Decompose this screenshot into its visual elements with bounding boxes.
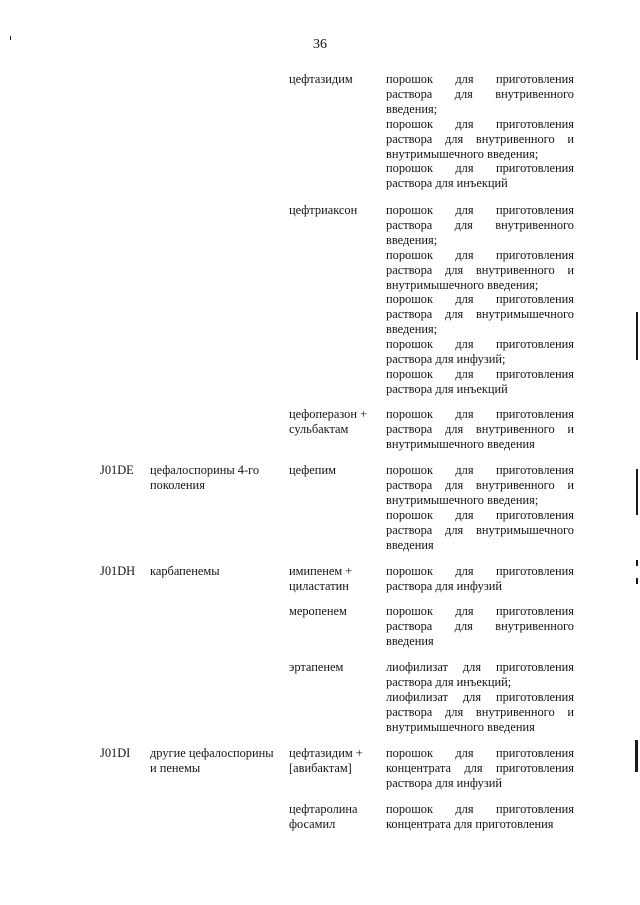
dosage-form: порошок для приготовления раствора для инфузий xyxy=(386,564,574,593)
dosage-form: порошок для приготовления раствора для внутривенного введения; xyxy=(386,203,574,247)
margin-mark xyxy=(636,469,638,515)
dosage-forms xyxy=(386,463,574,552)
dosage-forms xyxy=(386,203,574,397)
drug-name: цефтаролина фосамил xyxy=(289,802,358,831)
dosage-form: порошок для приготовления раствора для инъекций xyxy=(386,161,574,191)
atc-group: другие цефалоспорины и пенемы xyxy=(150,746,274,775)
margin-mark xyxy=(636,560,638,566)
drug-name: меропенем xyxy=(289,604,347,618)
dosage-form: порошок для приготовления раствора для внутривенного введения xyxy=(386,604,574,648)
page-number: 36 xyxy=(313,37,327,52)
dosage-form: порошок для приготовления концентрата для приготовления раствора для инфузий xyxy=(386,746,574,790)
dosage-form: порошок для приготовления концентрата для приготовления xyxy=(386,802,574,831)
atc-code: J01DE xyxy=(100,463,134,477)
dosage-forms xyxy=(386,72,574,191)
drug-name: цефоперазон + сульбактам xyxy=(289,407,368,436)
dosage-forms xyxy=(386,660,574,735)
atc-group: карбапенемы xyxy=(150,564,220,578)
dosage-forms xyxy=(386,746,574,791)
drug-name: имипенем + циластатин xyxy=(289,564,353,593)
atc-group: цефалоспорины 4-го поколения xyxy=(150,463,260,492)
dosage-forms xyxy=(386,802,574,832)
drug-name: цефтазидим xyxy=(289,72,353,86)
margin-mark xyxy=(636,312,638,360)
margin-mark xyxy=(636,578,638,584)
dosage-form: порошок для приготовления раствора для внутривенного введения; xyxy=(386,72,574,116)
dosage-form: порошок для приготовления раствора для инфузий; xyxy=(386,337,574,367)
dosage-form: порошок для приготовления раствора для внутримышечного введения xyxy=(386,507,574,552)
dosage-form: лиофилизат для приготовления раствора для внутривенного и внутримышечного введения xyxy=(386,689,574,734)
dosage-form: порошок для приготовления раствора для внутримышечного введения; xyxy=(386,292,574,337)
drug-name: цефтазидим + [авибактам] xyxy=(289,746,363,775)
atc-code: J01DI xyxy=(100,746,131,760)
drug-name: цефтриаксон xyxy=(289,203,358,217)
dosage-form: порошок для приготовления раствора для внутривенного и внутримышечного введения xyxy=(386,407,574,451)
dosage-forms xyxy=(386,564,574,594)
margin-mark xyxy=(635,740,638,772)
dosage-forms xyxy=(386,407,574,452)
drug-name: эртапенем xyxy=(289,660,344,674)
dosage-form: порошок для приготовления раствора для инъекций xyxy=(386,366,574,396)
dosage-form: лиофилизат для приготовления раствора для инъекций; xyxy=(386,660,574,689)
atc-code: J01DH xyxy=(100,564,136,578)
dosage-form: порошок для приготовления раствора для внутривенного и внутримышечного введения; xyxy=(386,116,574,161)
dosage-form: порошок для приготовления раствора для внутривенного и внутримышечного введения; xyxy=(386,247,574,292)
dosage-form: порошок для приготовления раствора для внутривенного и внутримышечного введения; xyxy=(386,463,574,507)
margin-mark xyxy=(10,36,11,40)
drug-name: цефепим xyxy=(289,463,336,477)
dosage-forms xyxy=(386,604,574,649)
